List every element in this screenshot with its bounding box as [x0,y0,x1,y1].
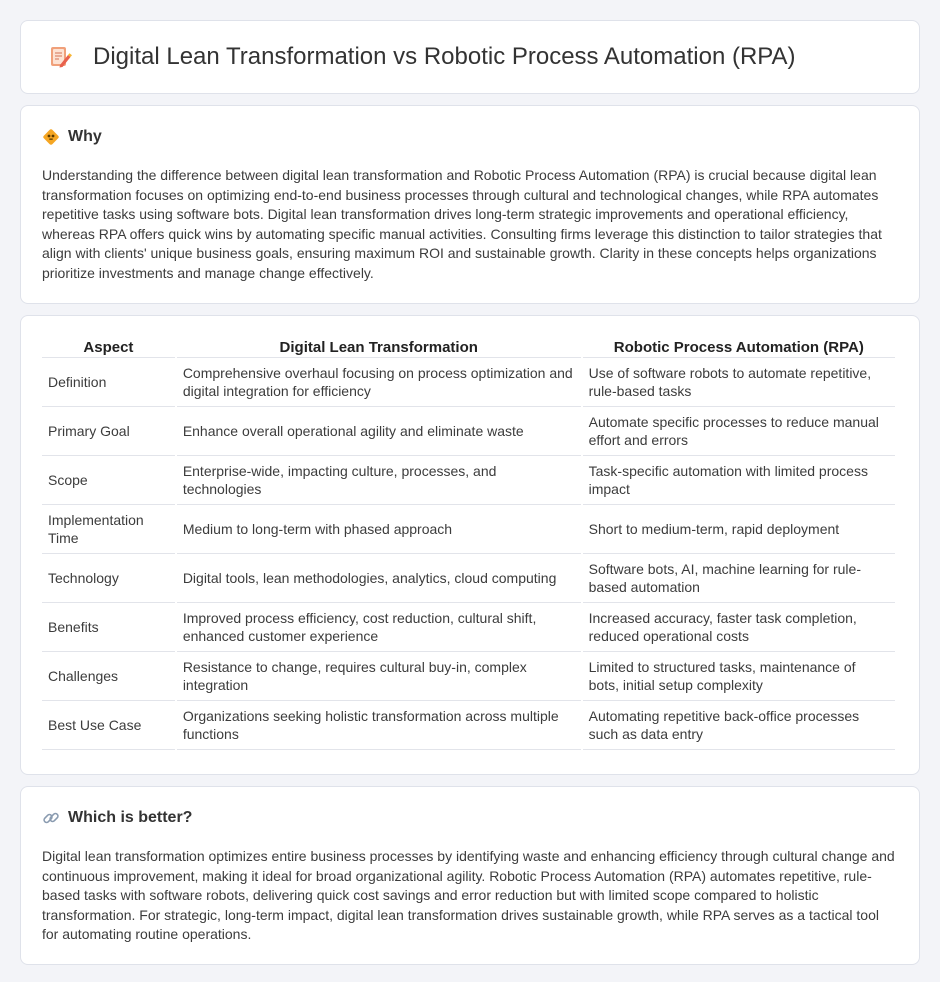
column-header: Robotic Process Automation (RPA) [583,336,895,358]
rpa-cell: Increased accuracy, faster task completion, reduced operational costs [583,603,895,652]
aspect-cell: Challenges [42,652,175,701]
aspect-cell: Scope [42,456,175,505]
lean-cell: Enterprise-wide, impacting culture, processes, and technologies [177,456,581,505]
lean-cell: Comprehensive overhaul focusing on process optimization and digital integration for efficiency [177,358,581,407]
aspect-cell: Technology [42,554,175,603]
rpa-cell: Automating repetitive back-office processes such as data entry [583,701,895,750]
rpa-cell: Task-specific automation with limited process impact [583,456,895,505]
rpa-cell: Limited to structured tasks, maintenance of bots, initial setup complexity [583,652,895,701]
aspect-cell: Benefits [42,603,175,652]
rpa-cell: Automate specific processes to reduce manual effort and errors [583,407,895,456]
comparison-table-card [20,315,920,775]
table-row [42,554,895,603]
why-section [20,105,920,304]
table-header-row [42,336,895,358]
aspect-cell: Best Use Case [42,701,175,750]
lean-cell: Improved process efficiency, cost reduction, cultural shift, enhanced customer experience [177,603,581,652]
page-title: Digital Lean Transformation vs Robotic Process Automation (RPA) [93,43,796,70]
lean-cell: Medium to long-term with phased approach [177,505,581,554]
rpa-cell: Software bots, AI, machine learning for rule-based automation [583,554,895,603]
why-heading: Why [68,128,102,145]
header-card [20,20,920,94]
which-is-better-text: Digital lean transformation optimizes entire business processes by identifying waste and enhancing efficiency through cultural change and continuous improvement, making it ideal for broad organizational agility. Robotic Process Automation (RPA) automates repetitive, rule-based tasks with software robots, delivering quick cost savings and error reduction but with limited scope compared to holistic transformation. For strategic, long-term impact, digital lean transformation drives sustainable growth, while RPA serves as a tactical tool for automating routine operations. [42,848,895,943]
comparison-table [40,336,897,750]
aspect-cell: Primary Goal [42,407,175,456]
table-row [42,358,895,407]
lean-cell: Enhance overall operational agility and eliminate waste [177,407,581,456]
link-icon [42,809,60,827]
aspect-cell: Definition [42,358,175,407]
column-header: Aspect [42,336,175,358]
lean-cell: Digital tools, lean methodologies, analytics, cloud computing [177,554,581,603]
table-row [42,652,895,701]
diamond-road-sign-icon [42,128,60,146]
which-is-better-section [20,786,920,965]
table-row [42,603,895,652]
table-row [42,407,895,456]
column-header: Digital Lean Transformation [177,336,581,358]
rpa-cell: Use of software robots to automate repetitive, rule-based tasks [583,358,895,407]
table-row [42,701,895,750]
table-row [42,456,895,505]
rpa-cell: Short to medium-term, rapid deployment [583,505,895,554]
which-is-better-heading: Which is better? [68,809,193,826]
why-text: Understanding the difference between digital lean transformation and Robotic Process Automation (RPA) is crucial because digital lean transformation focuses on optimizing end-to-end business processes through cultural and technological changes, while RPA automates repetitive tasks using software bots. Digital lean transformation drives long-term strategic improvements and operational efficiency, whereas RPA offers quick wins by automating specific manual activities. Consulting firms leverage this distinction to tailor strategies that align with clients' unique business goals, ensuring maximum ROI and sustainable growth. Clarity in these concepts helps organizations prioritize investments and manage change effectively. [42,167,882,281]
table-row [42,505,895,554]
aspect-cell: Implementation Time [42,505,175,554]
lean-cell: Resistance to change, requires cultural buy-in, complex integration [177,652,581,701]
document-pencil-icon [47,44,73,70]
lean-cell: Organizations seeking holistic transformation across multiple functions [177,701,581,750]
